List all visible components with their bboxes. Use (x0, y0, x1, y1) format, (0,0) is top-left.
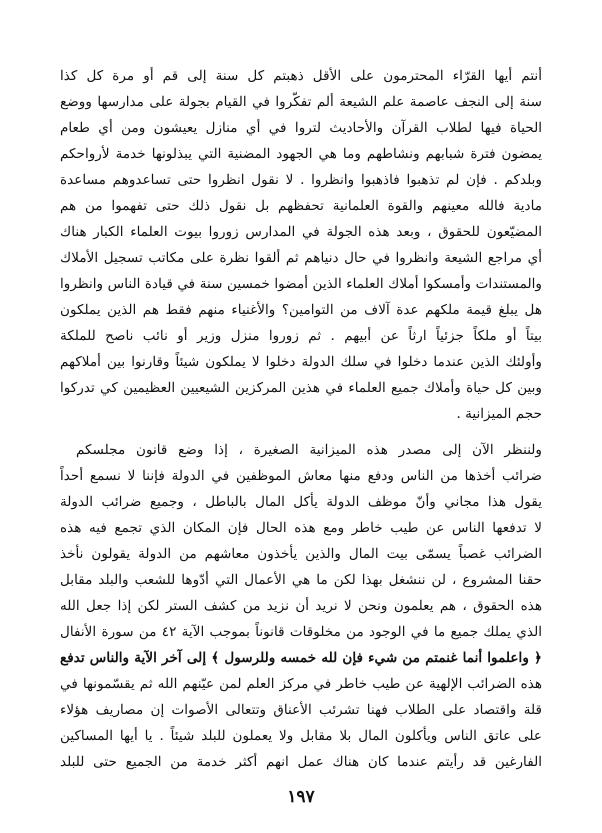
quran-verse-line: ﴿ واعلموا أنما غنمتم من شيء فإن لله خمسه وللرسول ﴾ إلى آخر الآية والناس تدفع (60, 650, 542, 666)
text-line: أي مراجع الشيعة وانظروا في حال دنياهم ثم ألقوا نظرة على مكاتب تسجيل الأملاك (60, 250, 542, 266)
text-line: حجم الميزانية . (456, 406, 542, 422)
text-line: هذه الضرائب الإلهية عن طيب خاطر في مركز العلم لمن عيّنهم الله ثم يقسّمونها في (60, 676, 542, 692)
text-line: هذه الحقوق ، هم يعلمون ونحن لا نريد أن نزيد من كشف الستر لكن إذا جعل الله (60, 598, 542, 614)
text-line: على عاتق الناس ويأكلون المال بلا مقابل ولا يعملون للبلد شيئاً . يا أيها المساكين (60, 728, 542, 744)
text-line: وبين كل حياة وأملاك جميع العلماء في هذين المركزين الشيعيين العظيمين كي تدركوا (60, 380, 542, 396)
text-line: الضرائب غصباً يسمّى بيت المال والذين يأخذون معاشهم من الدولة يقولون نأخذ (60, 546, 542, 562)
text-line: والمستندات وأمسكوا أملاك العلماء الذين أمضوا خمسين سنة في قيادة الناس وانظروا (60, 276, 542, 292)
text-line: وبلدكم . فإن لم تذهبوا فاذهبوا وانظروا . لا نقول انظروا حتى تساعدوهم مساعدة (60, 172, 542, 188)
text-line: قلة واقتصاد على الطلاب فهنا تشرئب الأعناق وتتعالى الأصوات إن مصاريف هؤلاء (60, 702, 542, 718)
text-line: وأولئك الذين عندما دخلوا في سلك الدولة دخلوا لا يملكون شيئاً وقارنوا بين أملاكهم (60, 354, 542, 370)
page-number: ١٩٧ (287, 787, 315, 807)
text-line: ضرائب أخذها من الناس ودفع منها معاش الموظفين في الدولة فإننا لا نسمع أحداً (60, 468, 542, 484)
text-line: المضيّعون للحقوق ، وبعد هذه الجولة في المدارس زوروا بيوت العلماء الكبار هناك (60, 224, 542, 240)
text-line: يمضون فترة شبابهم ونشاطهم وما هي الجهود المضنية التي يبذلونها خدمة لأرواحكم (60, 146, 542, 162)
text-line: مادية فالله معينهم والقوة العلمانية تحفظهم بل نقول ذلك حتى تفهموا من هم (60, 198, 542, 214)
text-line: لا تدفعها الناس عن طيب خاطر ومع هذه الحال فإن المكان الذي تجمع فيه هذه (60, 520, 542, 536)
text-line: هل يبلغ قيمة ملكهم عدة آلاف من التوامين؟ والأغنياء منهم فقط هم الذين يملكون (60, 302, 542, 318)
text-line: سنة إلى النجف عاصمة علم الشيعة ألم تفكّروا في القيام بجولة على مدارسها ووضع (60, 94, 542, 110)
text-line: يقول هذا مجاني وأنّ موظف الدولة يأكل المال بالباطل ، وجميع ضرائب الدولة (60, 494, 542, 510)
text-line: الفارغين قد رأيتم عندما كان هناك عمل انهم أكثر خدمة من الجميع حتى للبلد (60, 754, 542, 770)
text-line: الذي يملك جميع ما في الوجود من مخلوقات قانوناً بموجب الآية ٤٢ من سورة الأنفال (60, 624, 542, 640)
text-line: بيتاً أو ملكاً جزئياً ارثاً عن أبيهم . ثم زوروا منزل وزير أو نائب ناصح للملكة (60, 328, 542, 344)
text-line: ولننظر الآن إلى مصدر هذه الميزانية الصغيرة ، إذا وضع قانون مجلسكم (76, 442, 542, 458)
text-line: حقنا المشروع ، لن ننشغل بهذا لكن ما هي الأعمال التي أدّوها للشعب والبلد مقابل (60, 572, 542, 588)
text-line: الحياة فيها لطلاب القرآن والأحاديث لتروا في أي منازل يعيشون ومن أي طعام (60, 120, 542, 136)
text-line: أنتم أيها القرّاء المحترمون على الأقل ذهبتم كل سنة إلى قم أو مرة كل كذا (60, 68, 542, 84)
